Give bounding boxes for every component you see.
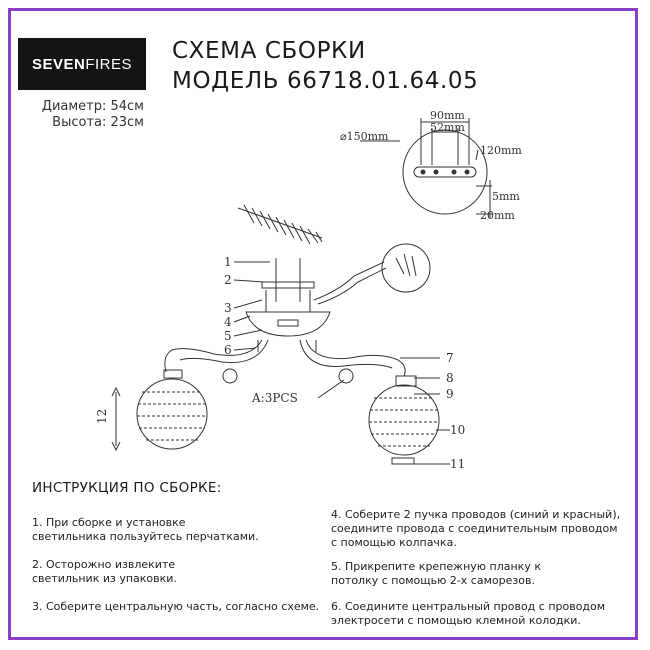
crystal-rows <box>137 392 207 440</box>
part-number-4: 4 <box>224 315 232 329</box>
parts-quantity-note: A:3PCS <box>252 391 298 405</box>
wire <box>314 262 384 300</box>
lamp-arms <box>165 340 405 383</box>
ceiling-edge <box>238 208 322 238</box>
socket-left <box>164 370 182 378</box>
step-5-line-1: 5. Прикрепите крепежную планку к <box>331 560 541 573</box>
arm-right <box>306 340 405 376</box>
part-number-1: 1 <box>224 255 232 269</box>
instruction-step-2 <box>32 558 177 586</box>
bar-hole <box>421 170 425 174</box>
socket-right <box>396 376 416 386</box>
shade-right-globe <box>369 385 439 455</box>
dim-12: 12 <box>95 408 109 424</box>
shade-left <box>137 370 207 449</box>
arm-ornament <box>339 369 353 383</box>
part-number-11: 11 <box>450 457 466 471</box>
plate-circle <box>403 130 487 214</box>
step-4-line-1: 4. Соберите 2 пучка проводов (синий и красный), <box>331 508 621 521</box>
logo-light-text: FIRES <box>85 55 133 73</box>
step-4-line-2: соедините провода с соединительным проводом <box>331 522 618 535</box>
part-number-10: 10 <box>450 423 466 437</box>
instruction-step-4 <box>331 508 620 550</box>
canopy <box>246 312 330 336</box>
wire <box>318 268 386 304</box>
step-2-line-2: светильник из упаковки. <box>32 572 177 585</box>
dim-120: 120mm <box>480 144 522 157</box>
part-number-3: 3 <box>224 301 232 315</box>
arm-ornament <box>223 369 237 383</box>
leader-3 <box>234 300 262 308</box>
bar-hole <box>465 170 469 174</box>
arm-right-inner <box>300 340 392 368</box>
leader-line <box>476 150 478 160</box>
instructions-heading: ИНСТРУКЦИЯ ПО СБОРКЕ: <box>32 480 222 496</box>
logo-bold-text: SEVEN <box>31 55 86 73</box>
mounting-bar-side <box>262 282 314 288</box>
crystal-rows <box>369 398 439 446</box>
dim-5: 5mm <box>492 190 520 203</box>
instruction-step-5 <box>331 560 541 588</box>
canopy-nut <box>278 320 298 326</box>
step-6-line-1: 6. Соедините центральный провод с проводом <box>331 600 606 613</box>
shade-left-globe <box>137 379 207 449</box>
instruction-step-1 <box>32 516 259 544</box>
wire-detail-circle <box>382 244 430 292</box>
bar-hole <box>452 170 456 174</box>
dim-d150: ⌀150mm <box>340 130 389 143</box>
title-line-1: СХЕМА СБОРКИ <box>172 38 366 64</box>
arm-left <box>165 340 262 372</box>
ceiling-hatch <box>238 205 322 244</box>
central-assembly <box>246 244 430 352</box>
spec-diameter: Диаметр: 54см <box>41 99 144 114</box>
part-number-7: 7 <box>446 351 454 365</box>
step-5-line-2: потолку с помощью 2-х саморезов. <box>331 574 535 587</box>
shade-bottom-cap <box>392 458 414 464</box>
part-number-9: 9 <box>446 387 454 401</box>
step-1-line-1: 1. При сборке и установке <box>32 516 186 529</box>
instruction-step-6 <box>331 600 605 628</box>
bar-hole <box>434 170 438 174</box>
step-6-line-2: электросети с помощью клемной колодки. <box>331 614 581 627</box>
wire-detail-lines <box>396 254 416 276</box>
part-number-8: 8 <box>446 371 454 385</box>
step-1-line-2: светильника пользуйтесь перчатками. <box>32 530 259 543</box>
part-number-5: 5 <box>224 329 232 343</box>
spec-height: Высота: 23см <box>52 115 144 130</box>
leader-4 <box>234 316 250 322</box>
leader-5 <box>234 330 262 336</box>
step-4-line-3: с помощью колпачка. <box>331 536 457 549</box>
leader-2 <box>234 280 264 282</box>
instruction-step-3 <box>32 600 319 614</box>
part-number-6: 6 <box>224 343 232 357</box>
step-2-line-1: 2. Осторожно извлеките <box>32 558 176 571</box>
dim-90: 90mm <box>430 109 465 122</box>
step-3-line-1: 3. Соберите центральную часть, согласно схеме. <box>32 600 320 613</box>
shade-right <box>369 376 439 464</box>
leader-a <box>318 380 344 398</box>
dim-52: 52mm <box>430 121 465 134</box>
title-line-2: МОДЕЛЬ 66718.01.64.05 <box>172 68 479 94</box>
dim-20: 20mm <box>480 209 515 222</box>
part-number-2: 2 <box>224 273 232 287</box>
